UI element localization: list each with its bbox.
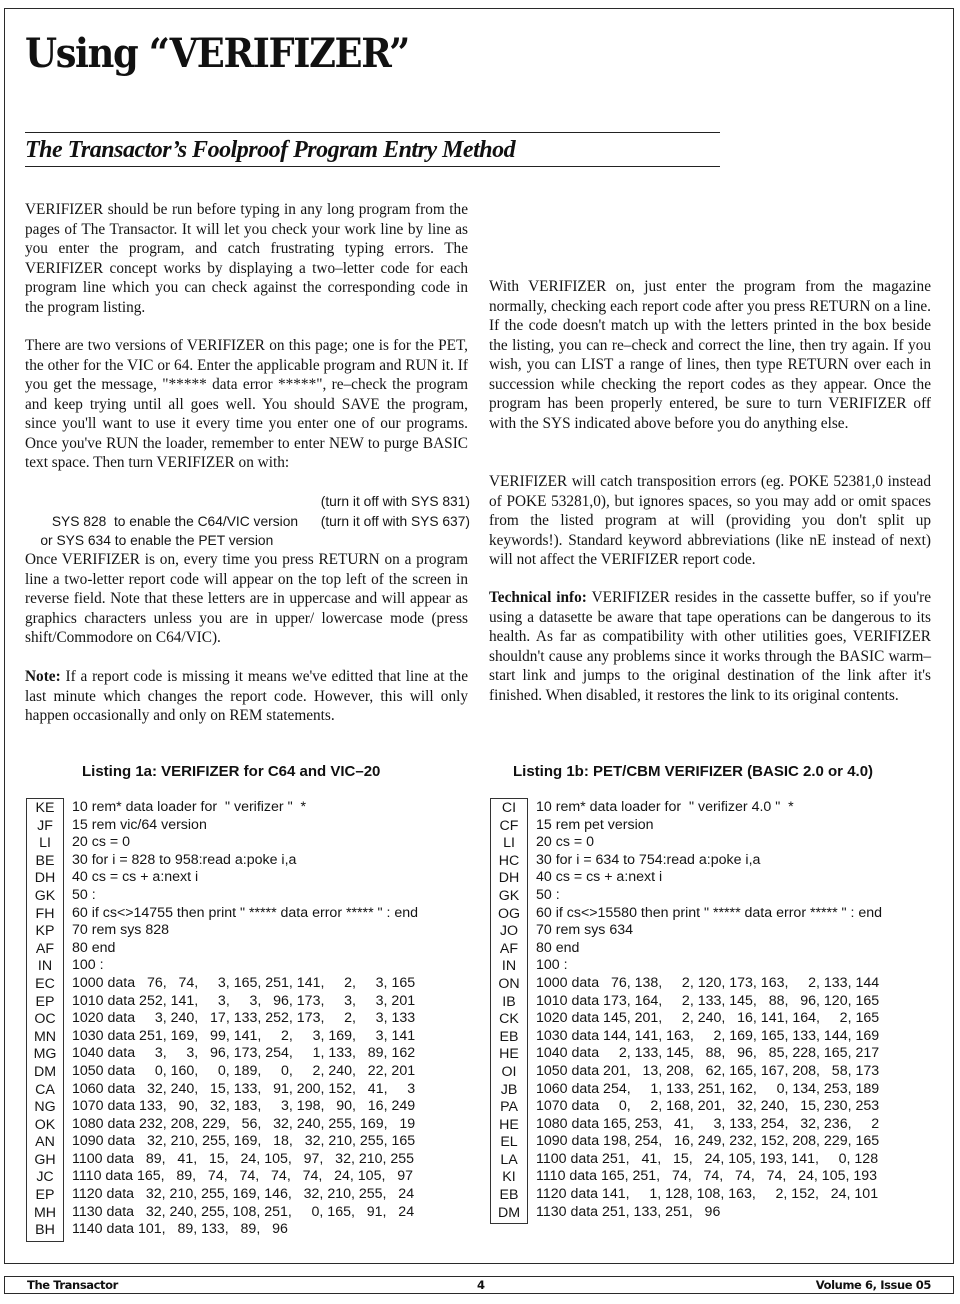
note-text: If a report code is missing it means we've editted that line at the last minute which changes the report code. However, this will only happen occasionally and only on REM statements.	[25, 668, 468, 724]
report-code: LI	[503, 835, 515, 852]
listing-1b-report-codes	[490, 798, 528, 1224]
report-code: BE	[35, 852, 55, 869]
report-code-paragraph: Once VERIFIZER is on, every time you press RETURN on a program line a two-letter report code will appear on the top left of the screen in reverse field. Note that these letters are in uppercase and will appear as graphics characters unless you are in upper/ lowercase mode (press shift/Commodore on C64/VIC).	[25, 551, 468, 646]
program-line: 10 rem* data loader for " verifizer " *	[72, 799, 307, 815]
listing-1a	[26, 798, 476, 1243]
program-line: 15 rem vic/64 version	[72, 816, 207, 833]
report-code: DM	[497, 1204, 521, 1221]
program-line: 1000 data 76, 74, 3, 165, 251, 141, 2, 3, 165	[72, 974, 416, 991]
report-code: HE	[499, 1046, 519, 1063]
report-code: IB	[502, 993, 516, 1010]
report-code: GK	[34, 887, 56, 904]
subtitle-rule-bottom	[25, 166, 720, 167]
report-code: JF	[37, 817, 53, 834]
program-line: 1030 data 144, 141, 163, 2, 169, 165, 133, 144, 169	[536, 1027, 880, 1044]
program-line: 15 rem pet version	[536, 816, 654, 833]
program-line: 1120 data 32, 210, 255, 169, 146, 32, 210, 255, 24	[72, 1186, 415, 1203]
program-line: 60 if cs<>14755 then print " ***** data error ***** " : end	[72, 904, 419, 921]
sys-disable-c64: (turn it off with SYS 831)	[320, 494, 470, 509]
report-code: JC	[36, 1169, 54, 1186]
sys-disable-pet: (turn it off with SYS 637)	[320, 513, 470, 529]
program-line: 100 :	[536, 957, 568, 974]
report-code: MG	[33, 1046, 57, 1063]
program-line: 40 cs = cs + a:next i	[72, 869, 199, 886]
report-code: OK	[34, 1116, 56, 1133]
program-line: 100 :	[72, 957, 104, 974]
footer-issue: Volume 6, Issue 05	[815, 1278, 931, 1292]
program-line: 1000 data 76, 138, 2, 120, 173, 163, 2, 133, 144	[536, 974, 880, 991]
program-line: 50 :	[536, 886, 560, 903]
program-line: 1080 data 232, 208, 229, 56, 32, 240, 255, 169, 19	[72, 1115, 416, 1132]
listing-1b-program-lines	[536, 799, 882, 1221]
report-code: JO	[499, 923, 519, 940]
note-paragraph	[25, 667, 468, 726]
report-code: OG	[497, 905, 521, 922]
report-code: IN	[501, 958, 517, 975]
technical-info-text: VERIFIZER resides in the cassette buffer, so if you're using a datasette be aware that tape operations can be dangerous to its health. As far as compatibility with other utilities goes, VERIFIZER shouldn't cause any problems since it works through the BASIC warm–start link and jumps to the original destination of the link after it's finished. When disabled, it restores the link to its original contents.	[489, 589, 931, 704]
report-code: KI	[502, 1169, 516, 1186]
report-code: AF	[499, 940, 519, 957]
report-code: CI	[501, 800, 517, 816]
sys-line-pet	[25, 512, 470, 548]
report-code: CF	[499, 817, 519, 834]
program-line: 20 cs = 0	[72, 834, 130, 851]
sys-enable-c64: SYS 828 to enable the C64/VIC version	[40, 513, 299, 529]
report-code: IN	[37, 958, 53, 975]
report-code: EP	[35, 993, 55, 1010]
program-line: 1090 data 32, 210, 255, 169, 18, 32, 210, 255, 165	[72, 1133, 416, 1150]
transposition-paragraph: VERIFIZER will catch transposition errors (eg. POKE 52381,0 instead of POKE 53281,0), but ignores spaces, so you may add or omit spaces from the listed program at will (providing you don't split up keywords!). Standard keyword abbreviations (like nE instead of next) will not affect the VERIFIZER report code.	[489, 473, 931, 568]
report-code: AN	[35, 1134, 55, 1151]
report-code: CK	[499, 1011, 519, 1028]
program-line: 1130 data 32, 240, 255, 108, 251, 0, 165, 91, 24	[72, 1203, 415, 1220]
program-line: 80 end	[72, 939, 116, 956]
program-line: 1070 data 0, 2, 168, 201, 32, 240, 15, 230, 253	[536, 1098, 880, 1115]
intro-paragraph: VERIFIZER should be run before typing in any long program from the pages of The Transactor. It will let you check your work line by line as you enter the program, and catch frustrating typing errors. The VERIFIZER concept works by displaying a two–letter code for each program line which you can check against the corresponding code in the program listing.	[25, 201, 468, 316]
program-line: 1010 data 252, 141, 3, 3, 96, 173, 3, 3, 201	[72, 992, 416, 1009]
listing-1b-title: Listing 1b: PET/CBM VERIFIZER (BASIC 2.0 or 4.0)	[513, 763, 874, 780]
report-code: MN	[33, 1028, 57, 1045]
report-code: DM	[33, 1063, 57, 1080]
listing-1a-program-lines	[72, 799, 418, 1239]
program-line: 1070 data 133, 90, 32, 183, 3, 198, 90, 16, 249	[72, 1098, 416, 1115]
listing-1a-report-codes	[26, 798, 64, 1242]
report-code: KP	[35, 923, 55, 940]
program-line: 1110 data 165, 251, 74, 74, 74, 74, 24, 105, 193	[536, 1168, 878, 1185]
listing-1b	[490, 798, 940, 1228]
sys-commands	[25, 492, 470, 548]
report-code: AF	[35, 940, 55, 957]
report-code: OC	[34, 1011, 56, 1028]
program-line: 1050 data 201, 13, 208, 62, 165, 167, 208, 58, 173	[536, 1062, 880, 1079]
program-line: 1130 data 251, 133, 251, 96	[536, 1203, 721, 1220]
page-footer	[4, 1276, 954, 1294]
program-line: 1100 data 89, 41, 15, 24, 105, 97, 32, 210, 255	[72, 1150, 415, 1167]
program-line: 1020 data 145, 201, 2, 240, 16, 141, 164, 2, 165	[536, 1010, 880, 1027]
article-title: Using “VERIFIZER”	[25, 30, 409, 77]
program-line: 60 if cs<>15580 then print " ***** data error ***** " : end	[536, 904, 883, 921]
report-code: FH	[35, 905, 55, 922]
note-label: Note:	[25, 668, 61, 685]
listing-1a-title: Listing 1a: VERIFIZER for C64 and VIC–20	[82, 763, 381, 780]
program-line: 1040 data 2, 133, 145, 88, 96, 85, 228, 165, 217	[536, 1045, 880, 1062]
program-line: 70 rem sys 634	[536, 922, 633, 939]
program-line: 40 cs = cs + a:next i	[536, 869, 663, 886]
report-code: KE	[35, 800, 55, 816]
report-code: CA	[35, 1081, 55, 1098]
report-code: DH	[34, 870, 56, 887]
report-code: OI	[501, 1063, 517, 1080]
footer-page-number: 4	[477, 1278, 485, 1292]
technical-info-label: Technical info:	[489, 589, 587, 606]
report-code: HC	[498, 852, 520, 869]
report-code: LI	[39, 835, 51, 852]
usage-paragraph: With VERIFIZER on, just enter the program from the magazine normally, checking each report code after you press RETURN on a line. If the code doesn't match up with the letters printed in the box beside the listing, you can re–check and correct the line, then try again. If you wish, you can LIST a range of lines, then type RETURN over each in succession while checking the report codes as they appear. Once the program has been properly entered, be sure to turn VERIFIZER off with the SYS indicated above before you do anything else.	[489, 278, 931, 432]
report-code: HE	[499, 1116, 519, 1133]
report-code: JB	[500, 1081, 518, 1098]
report-code: NG	[34, 1099, 56, 1116]
technical-info-paragraph	[489, 588, 931, 705]
program-line: 1040 data 3, 3, 96, 173, 254, 1, 133, 89, 162	[72, 1045, 416, 1062]
program-line: 1110 data 165, 89, 74, 74, 74, 74, 24, 105, 97	[72, 1168, 414, 1185]
program-line: 1050 data 0, 160, 0, 189, 0, 2, 240, 22, 201	[72, 1062, 416, 1079]
report-code: EB	[499, 1028, 519, 1045]
program-line: 10 rem* data loader for " verifizer 4.0 " *	[536, 799, 794, 815]
report-code: GH	[34, 1151, 56, 1168]
report-code: EL	[500, 1134, 518, 1151]
report-code: ON	[498, 975, 520, 992]
footer-publication: The Transactor	[27, 1278, 118, 1292]
program-line: 1060 data 32, 240, 15, 133, 91, 200, 152, 41, 3	[72, 1080, 416, 1097]
sys-enable-pet: or SYS 634 to enable the PET version	[40, 533, 274, 548]
program-line: 1120 data 141, 1, 128, 108, 163, 2, 152, 24, 101	[536, 1186, 879, 1203]
program-line: 1090 data 198, 254, 16, 249, 232, 152, 208, 229, 165	[536, 1133, 880, 1150]
report-code: MH	[33, 1204, 57, 1221]
program-line: 80 end	[536, 939, 580, 956]
subtitle-rule-top	[25, 132, 720, 133]
program-line: 30 for i = 634 to 754:read a:poke i,a	[536, 851, 761, 868]
program-line: 1010 data 173, 164, 2, 133, 145, 88, 96, 120, 165	[536, 992, 880, 1009]
program-line: 50 :	[72, 886, 96, 903]
article-subtitle: The Transactor’s Foolproof Program Entry Method	[25, 137, 516, 163]
program-line: 20 cs = 0	[536, 834, 594, 851]
program-line: 1030 data 251, 169, 99, 141, 2, 3, 169, 3, 141	[72, 1027, 416, 1044]
report-code: PA	[500, 1099, 518, 1116]
report-code: LA	[500, 1151, 518, 1168]
report-code: BH	[35, 1222, 55, 1239]
report-code: DH	[498, 870, 520, 887]
program-line: 1020 data 3, 240, 17, 133, 252, 173, 2, 3, 133	[72, 1010, 416, 1027]
program-line: 1060 data 254, 1, 133, 251, 162, 0, 134, 253, 189	[536, 1080, 880, 1097]
program-line: 1080 data 165, 253, 41, 3, 133, 254, 32, 236, 2	[536, 1115, 880, 1132]
program-line: 70 rem sys 828	[72, 922, 169, 939]
report-code: GK	[498, 887, 520, 904]
versions-paragraph: There are two versions of VERIFIZER on this page; one is for the PET, the other for the VIC or 64. Enter the applicable program and RUN it. If you get the message, "***** data error *****", re–check the program and keep trying until all goes well. You should SAVE the program, since you'll want to use it every time you enter one of our programs. Once you've RUN the loader, remember to enter NEW to purge BASIC text space. Then turn VERIFIZER on with:	[25, 337, 468, 471]
program-line: 30 for i = 828 to 958:read a:poke i,a	[72, 851, 297, 868]
report-code: EB	[499, 1187, 519, 1204]
program-line: 1100 data 251, 41, 15, 24, 105, 193, 141, 0, 128	[536, 1150, 879, 1167]
report-code: EC	[35, 975, 55, 992]
report-code: EP	[35, 1187, 55, 1204]
program-line: 1140 data 101, 89, 133, 89, 96	[72, 1221, 288, 1238]
